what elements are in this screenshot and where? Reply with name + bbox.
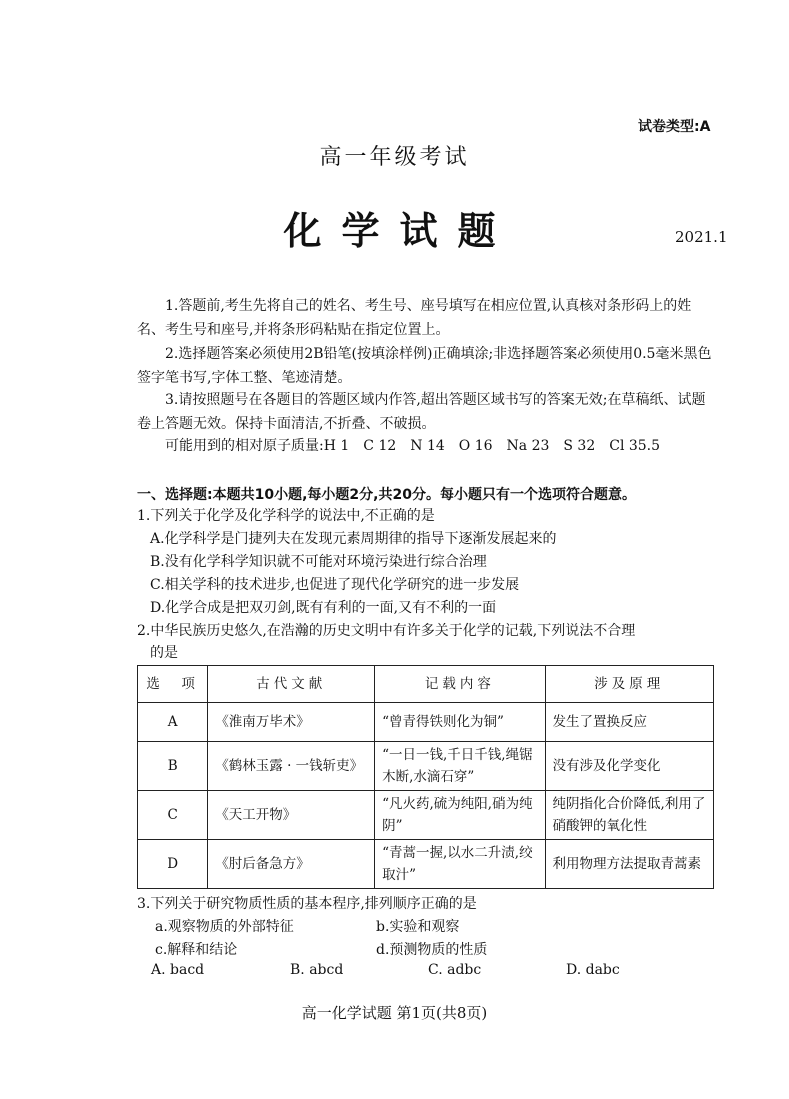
instruction-3: 3.请按照题号在各题目的答题区域内作答,超出答题区域书写的答案无效;在草稿纸、试题卷上答题无效。保持卡面清洁,不折叠、不破损。 [137,392,706,432]
table-cell: 《淮南万毕术》 [208,703,375,742]
exam-title: 高一年级考试 [319,145,470,170]
section-heading: 一、选择题:本题共10小题,每小题2分,共20分。每小题只有一个选项符合题意。 [137,487,636,503]
table-header-cell: 选 项 [138,666,208,703]
question-1-option-c: C.相关学科的技术进步,也促进了现代化学研究的进一步发展 [150,577,520,593]
table-cell: 利用物理方法提取青蒿素 [545,840,713,889]
question-3-step-c: c.解释和结论 [155,942,238,958]
table-cell: 纯阴指化合价降低,利用了硝酸钾的氧化性 [545,791,713,840]
question-3-step-d: d.预测物质的性质 [376,942,488,958]
question-1-option-d: D.化学合成是把双刃剑,既有有利的一面,又有不利的一面 [150,600,497,616]
page-footer: 高一化学试题 第1页(共8页) [301,1004,488,1022]
question-2-stem: 2.中华民族历史悠久,在浩瀚的历史文明中有许多关于化学的记载,下列说法不合理 [137,623,636,639]
table-header-cell: 古代文献 [208,666,375,703]
table-cell: 《天工开物》 [208,791,375,840]
question-3-option-d: D. dabc [566,962,620,978]
table-header-cell: 涉及原理 [545,666,713,703]
question-3-option-c: C. adbc [428,962,482,978]
question-1-stem: 1.下列关于化学及化学科学的说法中,不正确的是 [137,508,435,524]
question-3-step-b: b.实验和观察 [376,919,460,935]
table-cell: B [138,742,208,791]
table-cell: “一日一钱,千日千钱,绳锯木断,水滴石穿” [375,742,545,791]
question-3-option-b: B. abcd [290,962,344,978]
main-title: 化学试题 [283,208,516,253]
question-3-stem: 3.下列关于研究物质性质的基本程序,排列顺序正确的是 [137,896,477,912]
exam-date: 2021.1 [675,228,728,246]
table-header-cell: 记载内容 [375,666,545,703]
question-2-stem-continued: 的是 [150,645,178,661]
paper-type-label: 试卷类型:A [638,119,711,135]
question-3-option-a: A. bacd [151,962,205,978]
table-cell: 没有涉及化学变化 [545,742,713,791]
table-cell: “曾青得铁则化为铜” [375,703,545,742]
question-1-option-a: A.化学科学是门捷列夫在发现元素周期律的指导下逐渐发展起来的 [150,531,557,547]
table-header-row [138,666,714,703]
table-row [138,840,714,889]
table-cell: D [138,840,208,889]
table-cell: C [138,791,208,840]
table-row [138,703,714,742]
instruction-1: 1.答题前,考生先将自己的姓名、考生号、座号填写在相应位置,认真核对条形码上的姓名、考生号和座号,并将条形码粘贴在指定位置上。 [137,298,692,338]
table-row [138,791,714,840]
table-cell: “青蒿一握,以水二升渍,绞取汁” [375,840,545,889]
table-cell: 《鹤林玉露 · 一钱斩吏》 [208,742,375,791]
question-3-step-a: a.观察物质的外部特征 [155,919,294,935]
table-cell: 发生了置换反应 [545,703,713,742]
table-row [138,742,714,791]
instruction-2: 2.选择题答案必须使用2B铅笔(按填涂样例)正确填涂;非选择题答案必须使用0.5毫米黑色签字笔书写,字体工整、笔迹清楚。 [137,346,712,386]
atomic-masses: 可能用到的相对原子质量:H 1 C 12 N 14 O 16 Na 23 S 32 Cl 35.5 [165,438,661,454]
table-cell: A [138,703,208,742]
table-cell: “凡火药,硫为纯阳,硝为纯阴” [375,791,545,840]
question-2-table [137,665,714,889]
question-1-option-b: B.没有化学科学知识就不可能对环境污染进行综合治理 [150,554,487,570]
table-cell: 《肘后备急方》 [208,840,375,889]
